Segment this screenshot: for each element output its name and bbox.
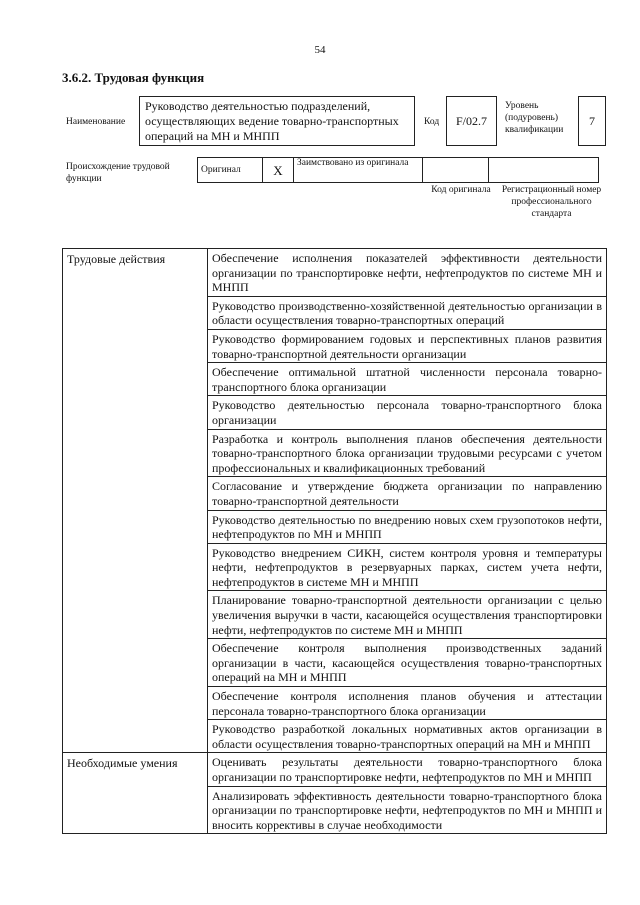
table-row: Руководство деятельностью по внедрению новых схем грузопотоков нефти, нефтепродуктов по МН и МНПП <box>208 510 607 543</box>
table-row: Руководство деятельностью персонала товарно-транспортного блока организации <box>208 396 607 429</box>
table-row: Анализировать эффективность деятельности товарно-транспортного блока организации по транспортировке нефти, нефтепродуктов по МН и МНПП и вносить коррективы в случае необходимости <box>208 786 607 834</box>
reg-number-caption: Регистрационный номер профессионального стандарта <box>501 185 602 219</box>
table-row: Разработка и контроль выполнения планов обеспечения деятельности товарно-транспортного блока организации трудовыми ресурсами с учетом профессиональных и квалификационных требований <box>208 429 607 477</box>
name-label: Наименование <box>66 117 126 127</box>
table-row: Обеспечение исполнения показателей эффективности деятельности организации по транспортировке нефти, нефтепродуктов по системе МН и МНПП <box>208 249 607 297</box>
origin-label: Происхождение трудовой функции <box>66 162 170 184</box>
table-row: Оценивать результаты деятельности товарно-транспортного блока организации по транспортировке нефти, нефтепродуктов по МН и МНПП <box>208 753 607 786</box>
labor-actions-title: Трудовые действия <box>63 249 208 753</box>
original-label: Оригинал <box>198 158 263 183</box>
table-row: Обеспечение контроля исполнения планов обучения и аттестации персонала товарно-транспортного блока организации <box>208 687 607 720</box>
level-value: 7 <box>578 96 606 146</box>
section-title: 3.6.2. Трудовая функция <box>62 70 205 85</box>
code-of-original-cell <box>423 158 489 183</box>
code-value: F/02.7 <box>446 96 497 146</box>
table-row: Согласование и утверждение бюджета организации по направлению товарно-транспортной деятельности <box>208 477 607 510</box>
code-label: Код <box>424 117 440 127</box>
table-row: Руководство разработкой локальных нормативных актов организации в области осуществления товарно-транспортных операций на МН и МНПП <box>208 720 607 753</box>
table-row: Обеспечение контроля выполнения производственных заданий организации в части, касающейся осуществления товарно-транспортных операций на МН и МНПП <box>208 639 607 687</box>
borrowed-label: Заимствовано из оригинала <box>294 158 423 183</box>
table-row: Руководство производственно-хозяйственной деятельностью организации в области осуществления товарно-транспортных операций <box>208 296 607 329</box>
reg-number-cell <box>489 158 599 183</box>
table-row: Руководство внедрением СИКН, систем контроля уровня и температуры нефти, нефтепродуктов в резервуарных парках, систем учета нефти, нефтепродуктов в системе МН и МНПП <box>208 543 607 591</box>
table-row: Обеспечение оптимальной штатной численности персонала товарно-транспортного блока организации <box>208 363 607 396</box>
origin-table <box>197 157 599 183</box>
table-row: Планирование товарно-транспортной деятельности организации с целью увеличения выручки в части, касающейся осуществления транспортировки нефти, нефтепродуктов по системе МН и МНПП <box>208 591 607 639</box>
function-name-value: Руководство деятельностью подразделений, осуществляющих ведение товарно-транспортных операций на МН и МНПП <box>145 99 399 143</box>
function-name-box <box>139 96 415 146</box>
original-mark: X <box>263 158 294 183</box>
table-row: Руководство формированием годовых и перспективных планов развития товарно-транспортной деятельности организации <box>208 329 607 362</box>
required-skills-title: Необходимые умения <box>63 753 208 834</box>
page-number: 54 <box>314 44 326 56</box>
function-table <box>62 248 607 834</box>
code-original-caption: Код оригинала <box>431 185 491 195</box>
level-label: Уровень (подуровень) квалификации <box>505 101 564 135</box>
